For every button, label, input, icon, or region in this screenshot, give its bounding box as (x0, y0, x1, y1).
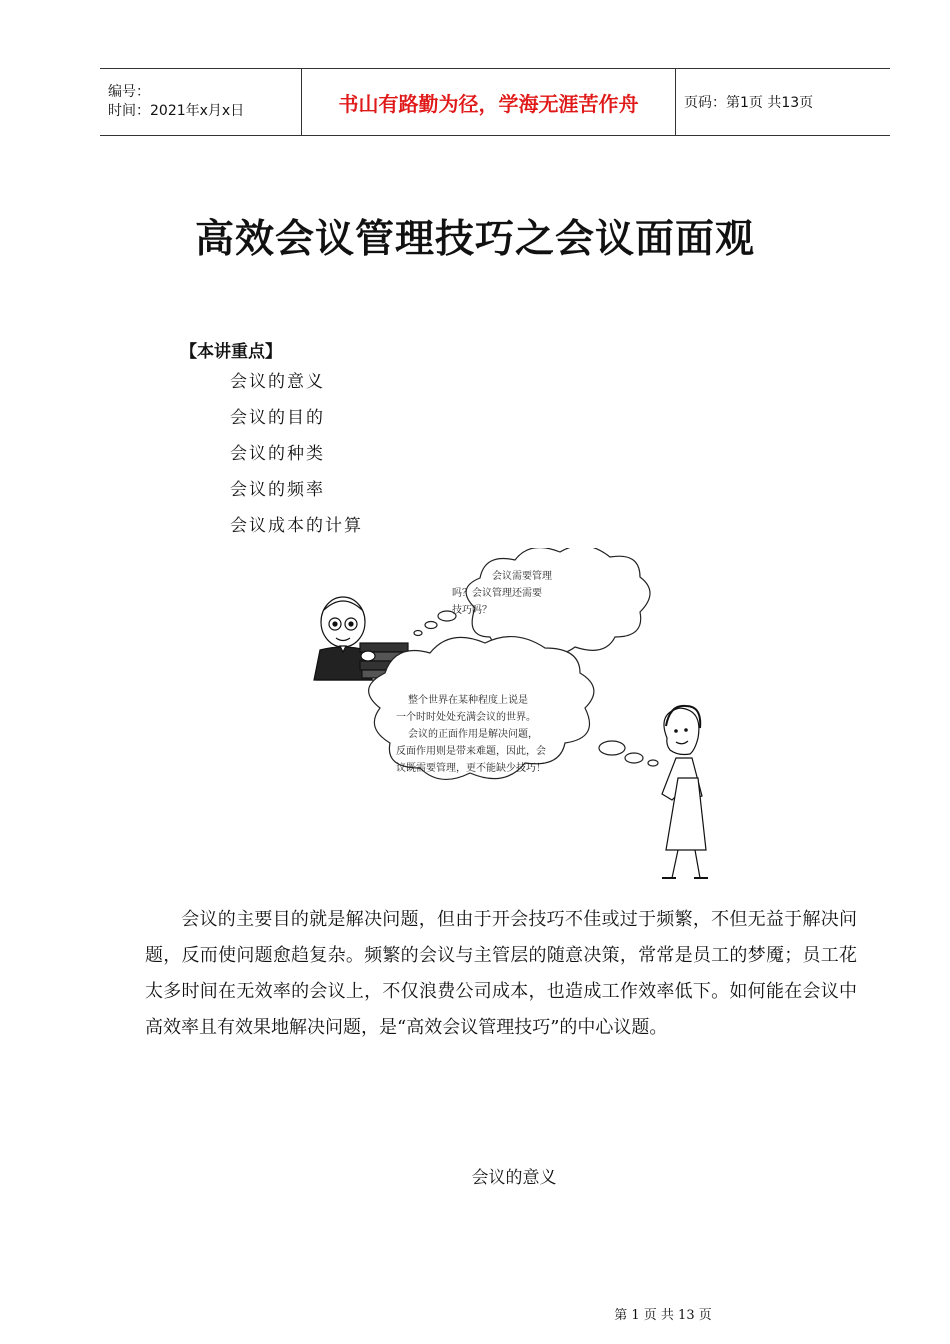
page-header (100, 68, 890, 136)
header-motto: 书山有路勤为径，学海无涯苦作舟 (301, 69, 676, 135)
bubble1-text (452, 568, 592, 619)
bubble2-line: 会议的正面作用是解决问题， (408, 729, 538, 740)
document-title: 高效会议管理技巧之会议面面观 (194, 217, 755, 262)
bubble2-line: 整个世界在某种程度上说是 (408, 695, 528, 706)
cartoon-illustration (310, 548, 730, 888)
key-points-label: 【本讲重点】 (180, 342, 282, 362)
body-paragraph (145, 902, 857, 1046)
number-label: 编号： (108, 84, 150, 100)
key-point-item: 会议的种类 (230, 444, 325, 464)
bubble2-text (396, 692, 596, 777)
bubble1-line: 会议需要管理 (492, 571, 552, 582)
time-label: 时间：2021年x月x日 (108, 103, 245, 119)
page-footer: 第 1 页 共 13 页 (614, 1308, 712, 1323)
bubble2-line: 议既需要管理，更不能缺少技巧！ (396, 763, 546, 774)
key-point-item: 会议的目的 (230, 408, 325, 428)
body-paragraph-text: 会议的主要目的就是解决问题，但由于开会技巧不佳或过于频繁，不但无益于解决问题，反而使问题愈趋复杂。频繁的会议与主管层的随意决策，常常是员工的梦魇；员工花太多时间在无效率的会议上，不仅浪费公司成本，也造成工作效率低下。如何能在会议中高效率且有效果地解决问题，是“高效会议管理技巧”的中心议题。 (145, 909, 857, 1038)
bubble1-line: 技巧吗？ (452, 605, 492, 616)
section-subheading: 会议的意义 (471, 1168, 557, 1188)
header-page-label: 页码：第1页 共13页 (684, 95, 814, 111)
key-point-item: 会议成本的计算 (230, 516, 363, 536)
key-points-list (230, 370, 363, 550)
header-left-cell (100, 69, 301, 135)
key-point-item: 会议的意义 (230, 372, 325, 392)
woman-figure (662, 706, 708, 878)
bubble1-line: 吗？会议管理还需要 (452, 588, 542, 599)
bubble2-line: 一个时时处处充满会议的世界。 (396, 712, 536, 723)
key-point-item: 会议的频率 (230, 480, 325, 500)
bubble2-line: 反面作用则是带来难题，因此，会 (396, 746, 546, 757)
